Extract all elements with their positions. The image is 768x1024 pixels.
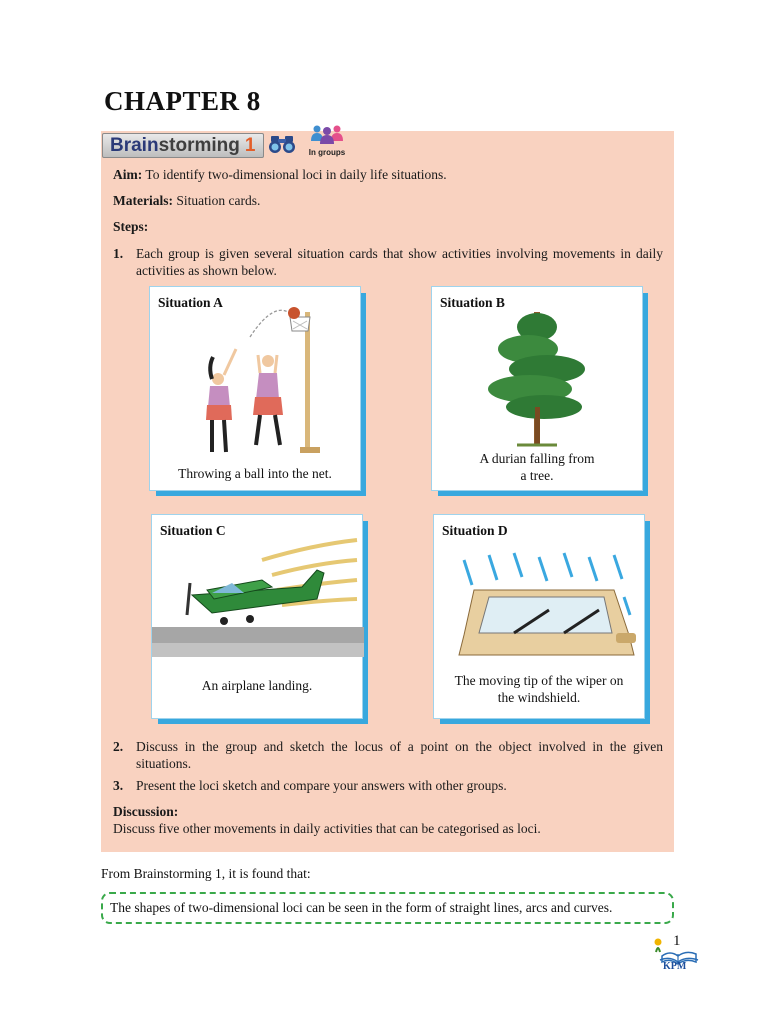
- situation-card-d: [433, 514, 645, 719]
- finding-box: The shapes of two-dimensional loci can be seen in the form of straight lines, arcs and curves.: [101, 892, 674, 924]
- aim-text: To identify two-dimensional loci in daily life situations.: [145, 167, 447, 182]
- chapter-title: CHAPTER 8: [104, 86, 261, 116]
- durian-tree-illustration: [432, 287, 644, 452]
- binoculars-icon: [269, 134, 295, 154]
- in-groups-badge: [305, 124, 349, 157]
- caption-line: the windshield.: [497, 690, 581, 705]
- materials-text: Situation cards.: [176, 193, 261, 208]
- step-item: [113, 738, 663, 772]
- caption-line: A durian falling from: [479, 451, 595, 466]
- caption-line: Throwing a ball into the net.: [178, 466, 332, 481]
- in-groups-label: In groups: [308, 148, 346, 157]
- step-item: [113, 777, 663, 794]
- aim-label: Aim:: [113, 167, 143, 182]
- step-number: 2.: [113, 739, 124, 754]
- aim-line: [113, 166, 447, 183]
- discussion-label: Discussion:: [113, 804, 179, 819]
- materials-line: [113, 192, 260, 209]
- step-number: 3.: [113, 778, 124, 793]
- situation-d-title: Situation D: [442, 523, 508, 538]
- caption-line: a tree.: [520, 468, 554, 483]
- step-text: Each group is given several situation cards that show activities involving movements in daily activities as shown below.: [136, 246, 663, 278]
- group-people-icon: [309, 124, 345, 144]
- steps-heading: [113, 218, 148, 235]
- banner-title: [110, 135, 240, 157]
- banner-word-brain: Brain: [110, 134, 159, 156]
- basketball-players-illustration: [150, 287, 362, 462]
- step-text: Discuss in the group and sketch the locus of a point on the object involved in the given situations.: [136, 739, 663, 771]
- step-text: Present the loci sketch and compare your answers with other groups.: [136, 778, 507, 793]
- brainstorming-activity-box: [101, 131, 674, 852]
- brainstorming-banner: [102, 133, 264, 158]
- banner-word-storming: storming: [158, 134, 240, 156]
- publisher-label: KPM: [663, 961, 687, 972]
- step-item: [113, 245, 663, 279]
- situation-c-caption: [152, 677, 362, 694]
- situation-b-caption: [432, 450, 642, 484]
- situation-b-title: Situation B: [440, 295, 505, 310]
- caption-line: The moving tip of the wiper on: [454, 673, 624, 688]
- steps-label: Steps:: [113, 219, 149, 234]
- summary-intro: From Brainstorming 1, it is found that:: [101, 866, 311, 881]
- banner-number: 1: [244, 134, 256, 156]
- situation-d-caption: [434, 672, 644, 706]
- page-number: 1: [673, 933, 681, 949]
- situation-c-title: Situation C: [160, 523, 226, 538]
- materials-label: Materials:: [113, 193, 173, 208]
- situation-a-caption: [150, 465, 360, 482]
- discussion-heading: [113, 803, 178, 820]
- step-number: 1.: [113, 246, 124, 261]
- airplane-landing-illustration: [152, 515, 364, 680]
- situation-card-a: [149, 286, 361, 491]
- situation-card-c: [151, 514, 363, 719]
- caption-line: An airplane landing.: [201, 678, 313, 693]
- situation-a-title: Situation A: [158, 295, 223, 310]
- situation-card-b: [431, 286, 643, 491]
- discussion-text: Discuss five other movements in daily activities that can be categorised as loci.: [113, 821, 541, 836]
